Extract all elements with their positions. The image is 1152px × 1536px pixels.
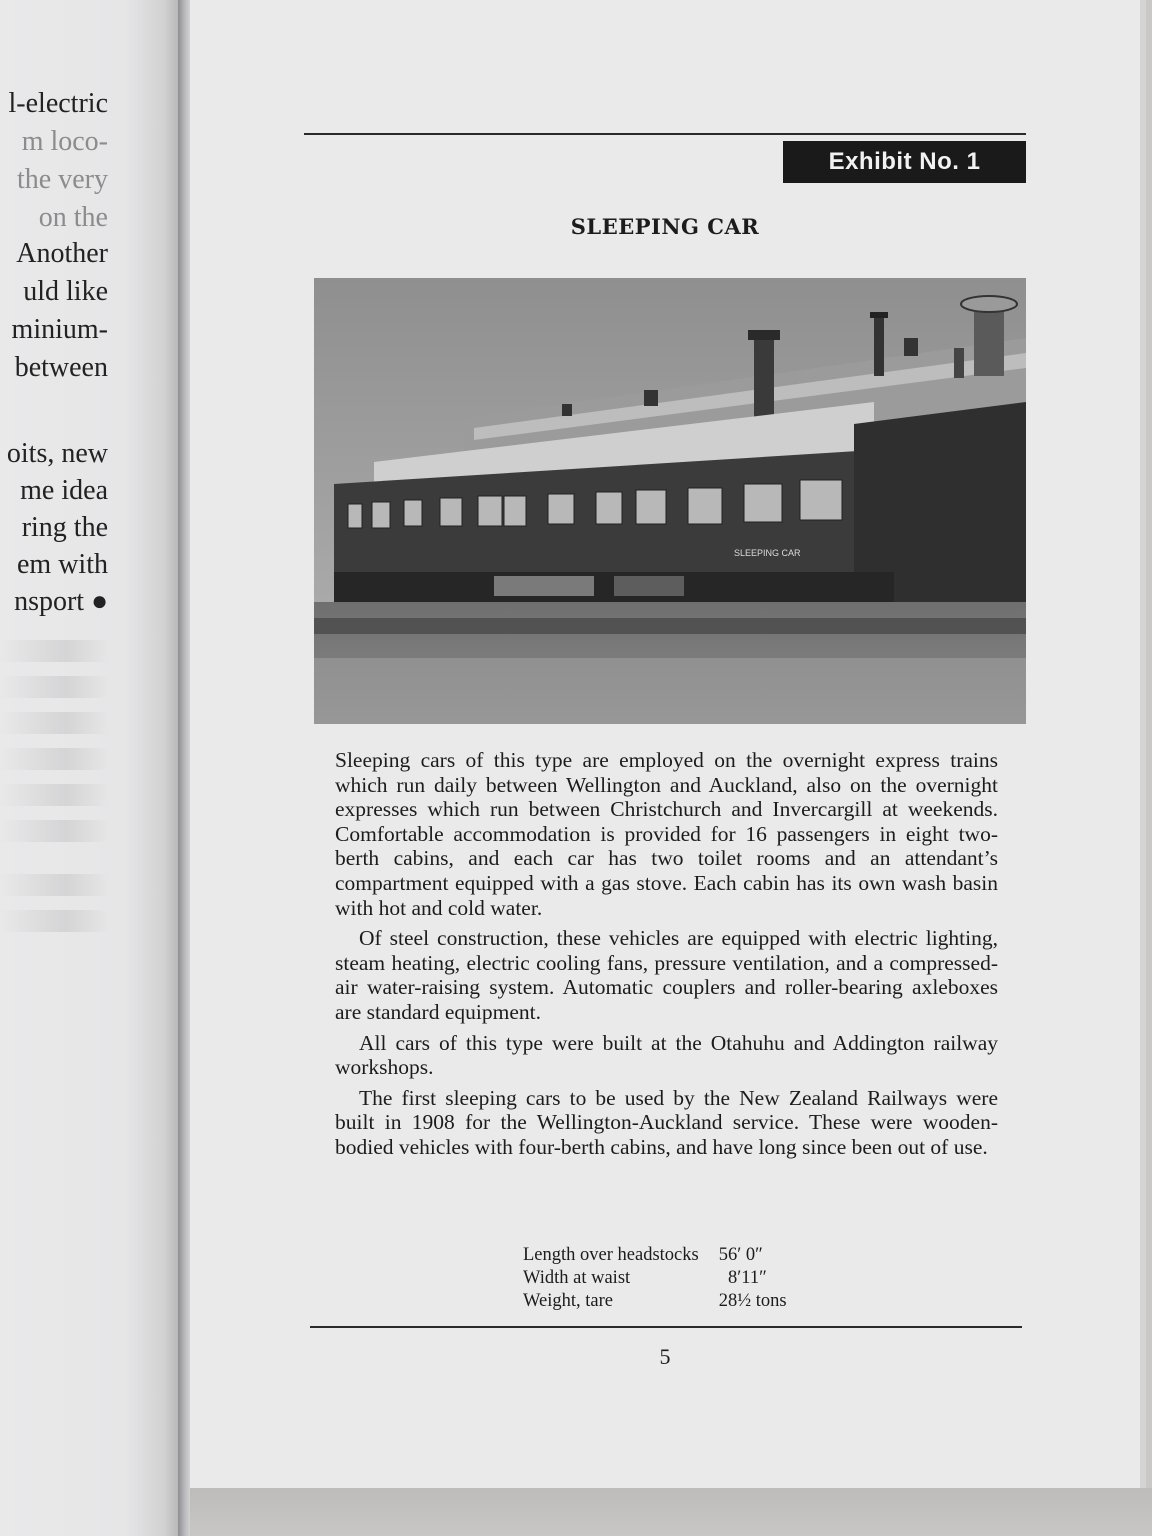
body-paragraph: Of steel construction, these vehicles are equipped with electric lighting, steam heating, electric cooling fans, pressure ventilation, and a compressed-air water-raising system. Automatic couplers and roller-bearing axleboxes are standard equipment. — [335, 926, 998, 1024]
show-through — [0, 874, 110, 896]
facing-page-line: nsport ● — [14, 586, 108, 617]
car-lettering: SLEEPING CAR — [734, 548, 801, 558]
page-title: SLEEPING CAR — [570, 214, 760, 239]
show-through — [0, 910, 110, 932]
facing-page — [0, 0, 178, 1536]
facing-page-line: l-electric — [8, 88, 108, 119]
facing-page-line: m loco- — [21, 126, 108, 157]
spec-label: Width at waist — [523, 1268, 631, 1288]
facing-page-line: minium- — [11, 314, 108, 345]
facing-page-line: ring the — [21, 512, 108, 543]
body-paragraph: All cars of this type were built at the Otahuhu and Addington railway workshops. — [335, 1030, 998, 1080]
facing-page-line: oits, new — [6, 438, 108, 469]
spec-label: Length over headstocks — [523, 1245, 699, 1265]
show-through — [0, 784, 110, 806]
show-through — [0, 712, 110, 734]
specifications-table — [523, 1244, 787, 1313]
facing-page-line: Another — [16, 238, 108, 269]
facing-page-line: the very — [17, 164, 108, 195]
spec-value: 56′ 0″ — [718, 1245, 763, 1265]
sleeping-car-photo — [314, 278, 1026, 724]
show-through — [0, 640, 110, 662]
page-number: 5 — [659, 1344, 671, 1369]
facing-page-line: between — [14, 352, 108, 383]
facing-page-line: em with — [17, 549, 108, 580]
spec-label: Weight, tare — [523, 1291, 613, 1311]
show-through — [0, 676, 110, 698]
facing-page-line: uld like — [23, 276, 108, 307]
spec-row — [523, 1267, 787, 1290]
spec-row — [523, 1244, 787, 1267]
spec-value: 8′11″ — [718, 1268, 767, 1288]
booklet-page — [190, 0, 1140, 1488]
show-through — [0, 820, 110, 842]
facing-page-line: on the — [38, 202, 108, 233]
body-paragraph: The first sleeping cars to be used by the New Zealand Railways were built in 1908 for the Wellington-Auckland service. These were wooden-bodied vehicles with four-berth cabins, and have long since been out of use. — [335, 1085, 998, 1159]
facing-page-line: me idea — [20, 475, 108, 506]
bottom-rule — [310, 1326, 1022, 1328]
spec-value: 28½ tons — [718, 1291, 787, 1311]
body-text — [335, 748, 998, 1166]
exhibit-badge: Exhibit No. 1 — [783, 141, 1026, 183]
top-rule — [304, 133, 1026, 135]
spec-row — [523, 1290, 787, 1313]
body-paragraph: Sleeping cars of this type are employed on the overnight express trains which run daily between Wellington and Auckland, also on the overnight expresses which run between Christchurch and Invercargill at weekends. Comfortable accommodation is provided for 16 passengers in eight two-berth cabins, and each car has two toilet rooms and an attendant’s compartment equipped with a gas stove. Each cabin has its own wash basin with hot and cold water. — [335, 748, 998, 920]
show-through — [0, 748, 110, 770]
table-surface — [190, 1488, 1152, 1536]
